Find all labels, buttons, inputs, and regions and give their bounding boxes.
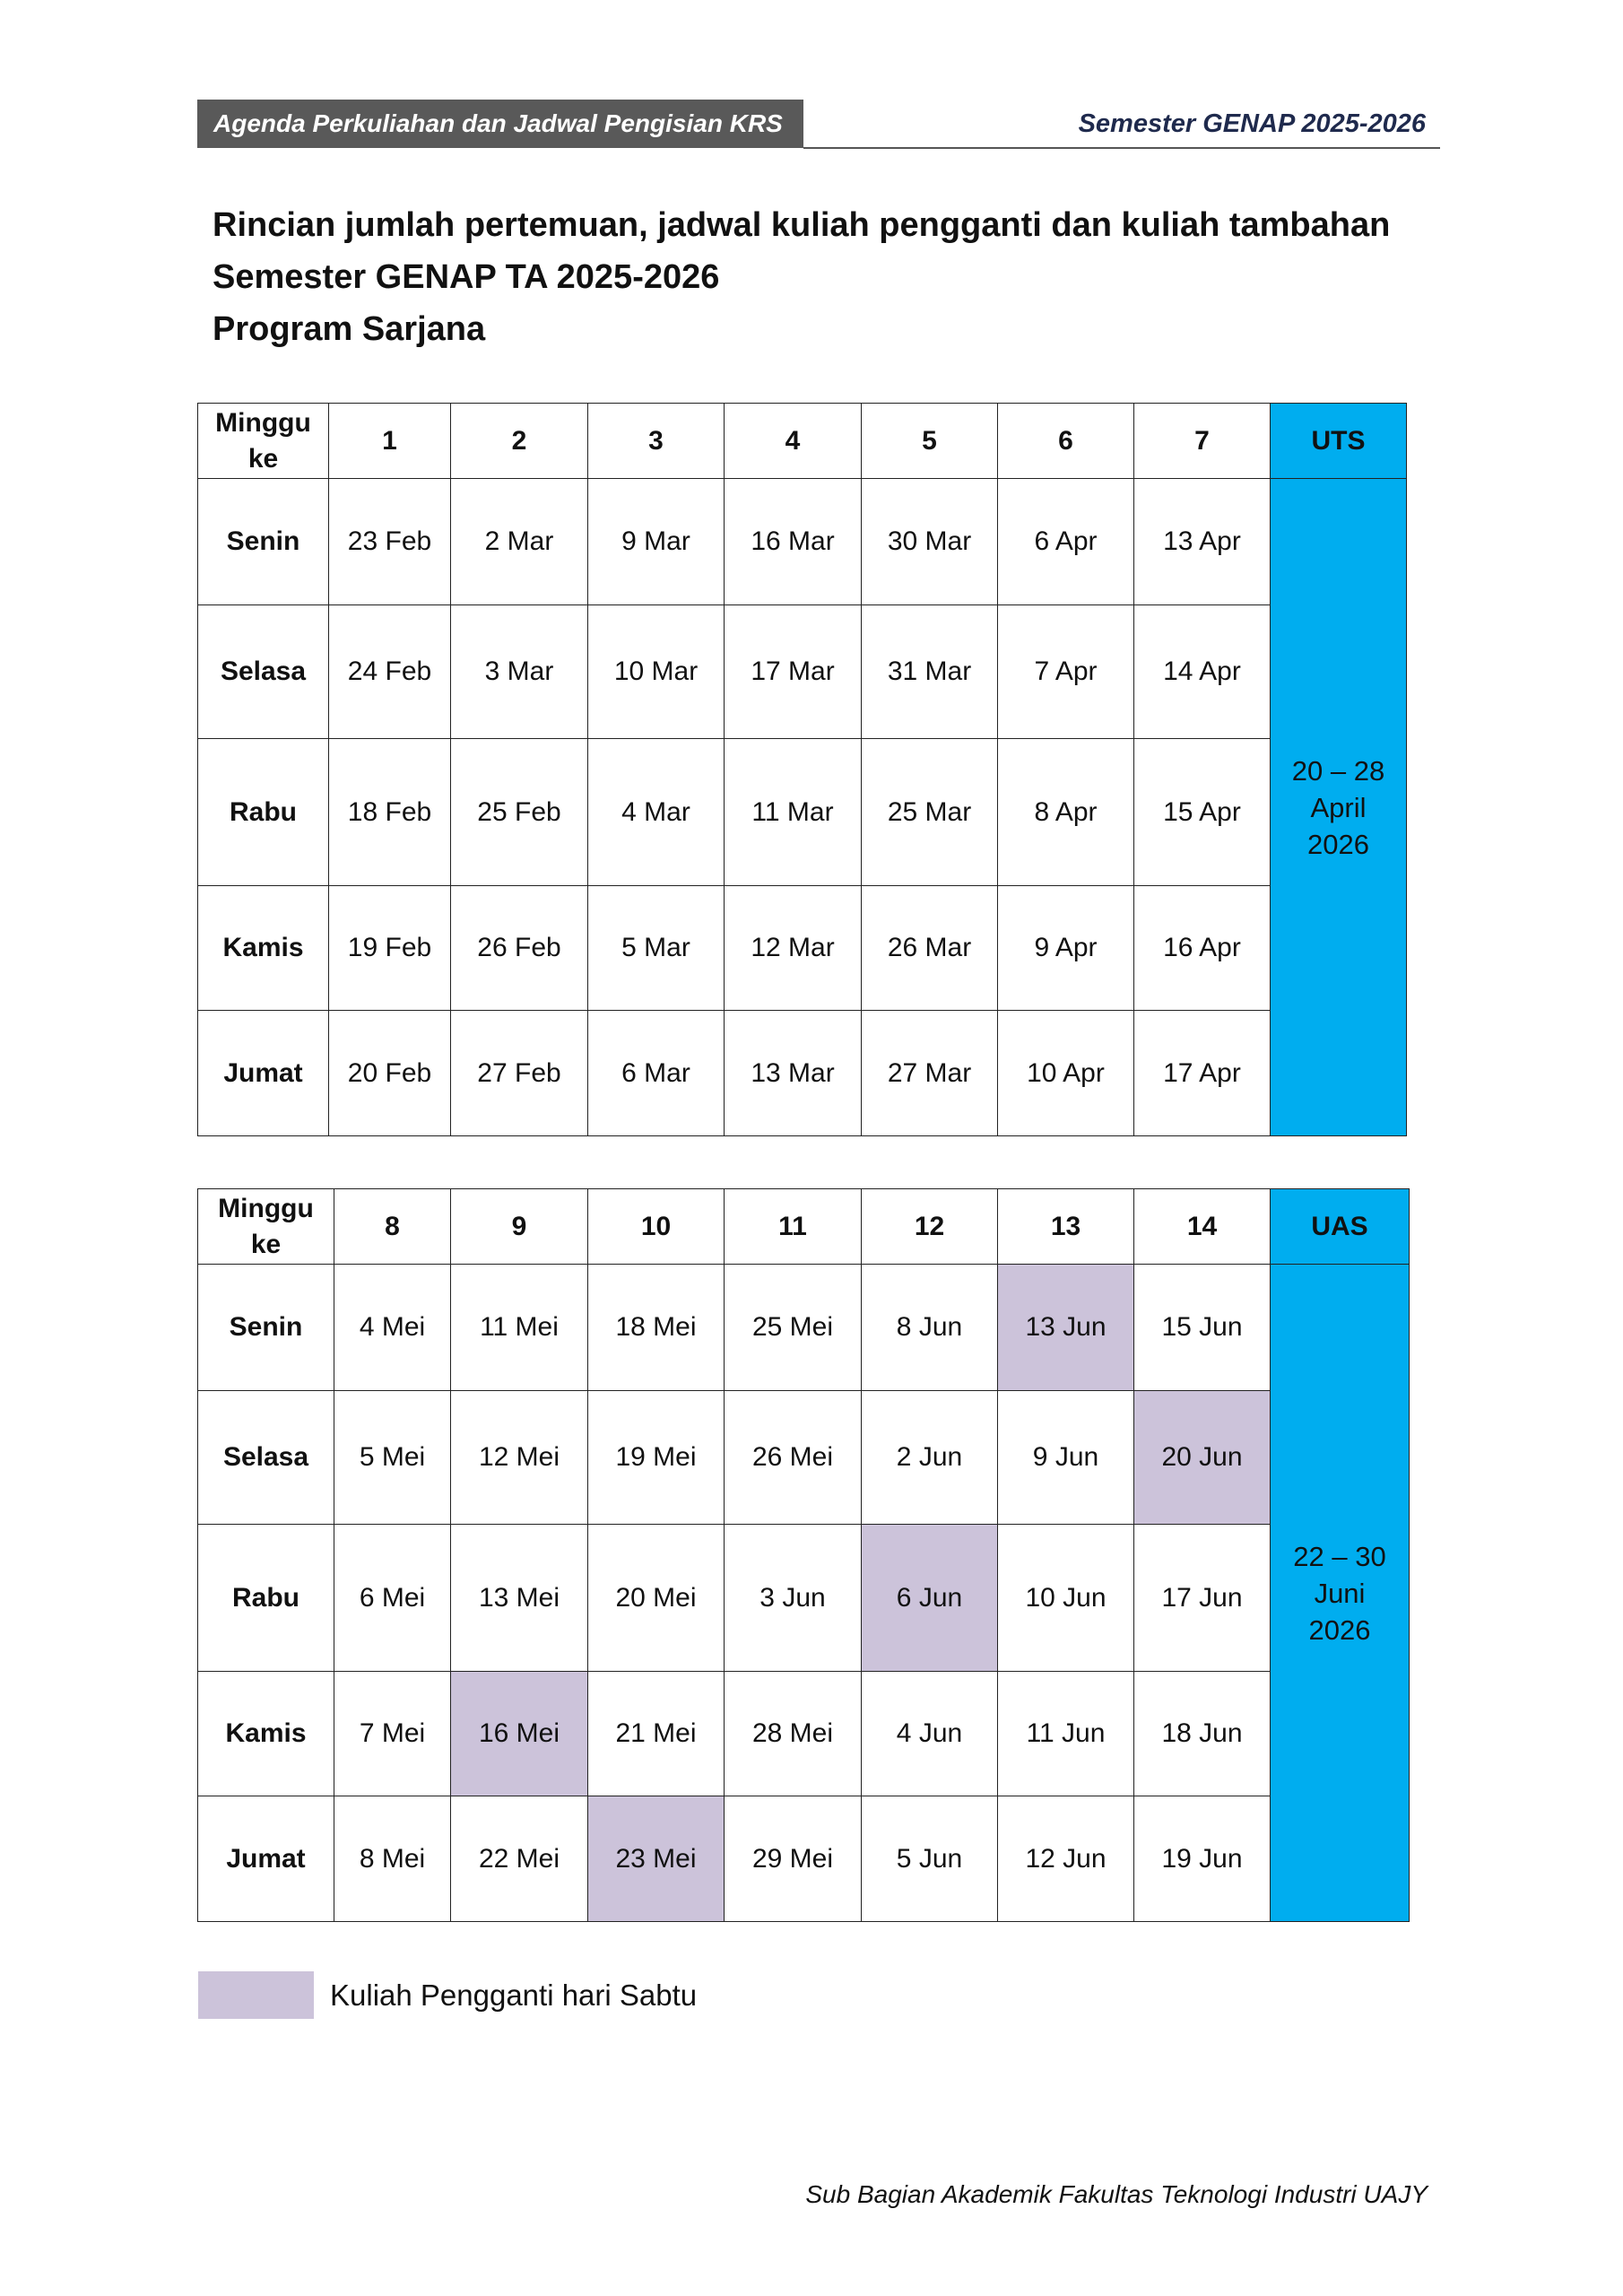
date-cell: 25 Mei [725,1265,862,1391]
uas-period: 22 – 30 Juni 2026 [1271,1265,1410,1922]
uts-header: UTS [1271,404,1407,479]
date-cell: 18 Mei [588,1265,725,1391]
week-number: 10 [588,1189,725,1265]
week-number: 6 [998,404,1134,479]
legend-swatch [198,1971,314,2019]
date-cell: 10 Mar [588,605,725,739]
date-cell: 8 Mei [334,1796,451,1922]
date-cell: 8 Jun [862,1265,998,1391]
date-cell: 3 Mar [451,605,588,739]
date-cell: 4 Mar [588,739,725,886]
date-cell: 20 Mei [588,1525,725,1672]
date-cell: 24 Feb [329,605,451,739]
date-cell: 19 Jun [1134,1796,1271,1922]
date-cell: 15 Apr [1134,739,1271,886]
day-label: Senin [198,479,329,605]
day-label: Rabu [198,739,329,886]
week-label-cell: Minggu ke [198,404,329,479]
day-label: Rabu [198,1525,334,1672]
legend-label: Kuliah Pengganti hari Sabtu [330,1979,698,2012]
date-cell: 16 Apr [1134,886,1271,1011]
date-cell: 25 Mar [862,739,998,886]
date-cell: 20 Feb [329,1011,451,1136]
date-cell: 2 Mar [451,479,588,605]
date-cell: 6 Mei [334,1525,451,1672]
date-cell: 19 Feb [329,886,451,1011]
date-cell: 13 Apr [1134,479,1271,605]
table-row [198,739,1407,886]
table-row [198,479,1407,605]
day-label: Selasa [198,1391,334,1525]
table-row [198,1672,1410,1796]
footer-text: Sub Bagian Akademik Fakultas Teknologi Industri UAJY [805,2180,1428,2208]
date-cell-substitute: 16 Mei [451,1672,588,1796]
week-number: 9 [451,1189,588,1265]
table-row [198,1011,1407,1136]
date-cell: 18 Jun [1134,1672,1271,1796]
date-cell: 11 Mei [451,1265,588,1391]
date-cell: 12 Mar [725,886,862,1011]
date-cell: 27 Mar [862,1011,998,1136]
date-cell-substitute: 23 Mei [588,1796,725,1922]
date-cell: 9 Mar [588,479,725,605]
date-cell: 30 Mar [862,479,998,605]
header-semester: Semester GENAP 2025-2026 [1078,109,1426,138]
date-cell: 9 Apr [998,886,1134,1011]
date-cell-substitute: 20 Jun [1134,1391,1271,1525]
table-header-row [198,404,1407,479]
day-label: Jumat [198,1011,329,1136]
day-label: Senin [198,1265,334,1391]
date-cell: 9 Jun [998,1391,1134,1525]
date-cell: 17 Mar [725,605,862,739]
uas-header: UAS [1271,1189,1410,1265]
schedule-table-weeks-1-7 [197,403,1407,1136]
date-cell: 22 Mei [451,1796,588,1922]
date-cell: 11 Mar [725,739,862,886]
date-cell: 17 Apr [1134,1011,1271,1136]
week-number: 11 [725,1189,862,1265]
date-cell: 7 Mei [334,1672,451,1796]
week-number: 4 [725,404,862,479]
table-row [198,1525,1410,1672]
date-cell: 5 Jun [862,1796,998,1922]
date-cell: 10 Jun [998,1525,1134,1672]
date-cell: 26 Mei [725,1391,862,1525]
page-title [213,199,1390,355]
day-label: Kamis [198,1672,334,1796]
date-cell: 6 Apr [998,479,1134,605]
title-line-3: Program Sarjana [213,310,486,348]
date-cell-substitute: 13 Jun [998,1265,1134,1391]
schedule-table-weeks-8-14 [197,1188,1410,1922]
week-number: 2 [451,404,588,479]
header-left-banner: Agenda Perkuliahan dan Jadwal Pengisian KRS [197,100,803,148]
date-cell: 8 Apr [998,739,1134,886]
date-cell: 18 Feb [329,739,451,886]
table-row [198,1265,1410,1391]
date-cell: 4 Mei [334,1265,451,1391]
date-cell: 28 Mei [725,1672,862,1796]
date-cell: 15 Jun [1134,1265,1271,1391]
date-cell: 5 Mar [588,886,725,1011]
date-cell: 3 Jun [725,1525,862,1672]
date-cell: 16 Mar [725,479,862,605]
date-cell: 17 Jun [1134,1525,1271,1672]
date-cell: 2 Jun [862,1391,998,1525]
date-cell: 23 Feb [329,479,451,605]
week-number: 14 [1134,1189,1271,1265]
date-cell: 4 Jun [862,1672,998,1796]
table-row [198,886,1407,1011]
date-cell: 27 Feb [451,1011,588,1136]
date-cell: 11 Jun [998,1672,1134,1796]
uts-period: 20 – 28 April 2026 [1271,479,1407,1136]
date-cell: 10 Apr [998,1011,1134,1136]
date-cell: 25 Feb [451,739,588,886]
date-cell: 31 Mar [862,605,998,739]
date-cell: 19 Mei [588,1391,725,1525]
week-number: 8 [334,1189,451,1265]
date-cell: 26 Mar [862,886,998,1011]
week-number: 3 [588,404,725,479]
week-number: 7 [1134,404,1271,479]
day-label: Selasa [198,605,329,739]
title-line-1: Rincian jumlah pertemuan, jadwal kuliah pengganti dan kuliah tambahan [213,206,1391,244]
week-number: 5 [862,404,998,479]
date-cell: 13 Mar [725,1011,862,1136]
date-cell: 7 Apr [998,605,1134,739]
date-cell: 14 Apr [1134,605,1271,739]
date-cell: 12 Jun [998,1796,1134,1922]
table-header-row [198,1189,1410,1265]
date-cell: 13 Mei [451,1525,588,1672]
table-row [198,605,1407,739]
date-cell: 26 Feb [451,886,588,1011]
date-cell: 5 Mei [334,1391,451,1525]
date-cell: 29 Mei [725,1796,862,1922]
table-row [198,1796,1410,1922]
week-number: 1 [329,404,451,479]
week-number: 13 [998,1189,1134,1265]
date-cell: 12 Mei [451,1391,588,1525]
week-label-cell: Minggu ke [198,1189,334,1265]
week-number: 12 [862,1189,998,1265]
date-cell: 6 Mar [588,1011,725,1136]
date-cell: 21 Mei [588,1672,725,1796]
title-line-2: Semester GENAP TA 2025-2026 [213,258,720,296]
table-row [198,1391,1410,1525]
day-label: Jumat [198,1796,334,1922]
day-label: Kamis [198,886,329,1011]
date-cell-substitute: 6 Jun [862,1525,998,1672]
